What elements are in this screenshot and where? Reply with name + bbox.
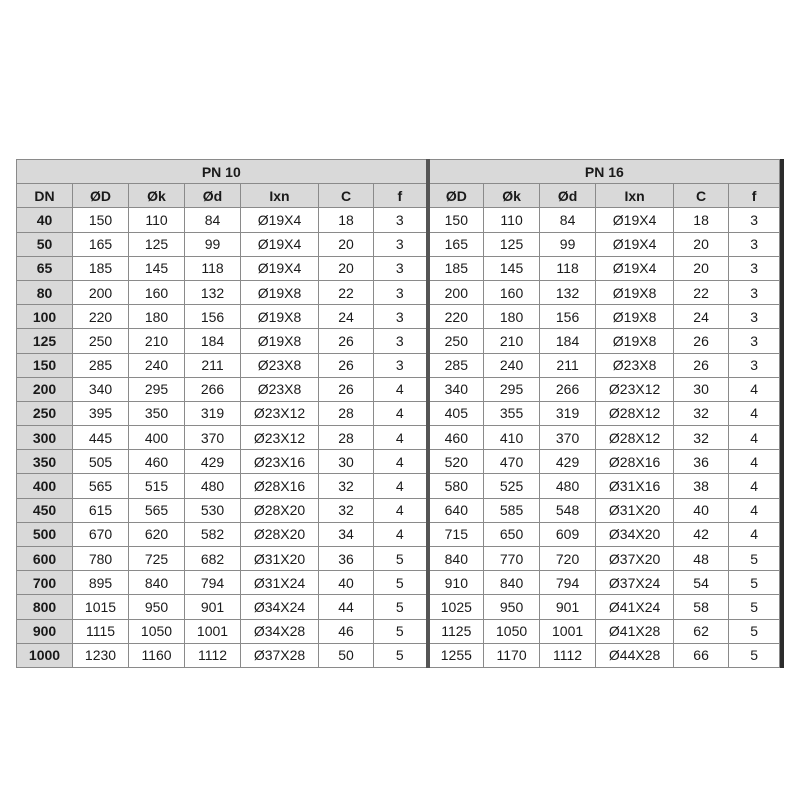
- pn16-value-cell: 99: [540, 232, 596, 256]
- column-header-pn16-bolt-circle: Øk: [484, 184, 540, 208]
- pn16-value-cell: 340: [428, 377, 484, 401]
- pn16-value-cell: 3: [729, 329, 780, 353]
- dn-cell: 200: [17, 377, 73, 401]
- pn10-value-cell: 620: [129, 522, 185, 546]
- pn16-value-cell: 220: [428, 305, 484, 329]
- pn10-value-cell: 5: [374, 643, 428, 667]
- dn-cell: 400: [17, 474, 73, 498]
- dn-cell: 1000: [17, 643, 73, 667]
- pn10-value-cell: 319: [185, 401, 241, 425]
- pn10-value-cell: 5: [374, 595, 428, 619]
- pn16-value-cell: 720: [540, 547, 596, 571]
- pn16-value-cell: 1112: [540, 643, 596, 667]
- column-header-pn10-thickness: C: [319, 184, 374, 208]
- table-body: [17, 208, 780, 668]
- pn10-value-cell: 99: [185, 232, 241, 256]
- pn10-value-cell: Ø34X28: [241, 619, 319, 643]
- column-header-pn10-raised-face: Ød: [185, 184, 241, 208]
- pn16-value-cell: Ø23X8: [596, 353, 674, 377]
- pn10-value-cell: 3: [374, 256, 428, 280]
- pn16-value-cell: 585: [484, 498, 540, 522]
- flange-dimension-table: [16, 159, 780, 668]
- dn-cell: 800: [17, 595, 73, 619]
- dn-cell: 350: [17, 450, 73, 474]
- pn16-value-cell: Ø37X24: [596, 571, 674, 595]
- pn10-value-cell: 250: [73, 329, 129, 353]
- pn16-value-cell: 3: [729, 232, 780, 256]
- table-row: [17, 474, 780, 498]
- pn10-value-cell: 46: [319, 619, 374, 643]
- pn10-value-cell: 350: [129, 401, 185, 425]
- pn10-value-cell: 26: [319, 329, 374, 353]
- table-row: [17, 571, 780, 595]
- pn16-value-cell: 132: [540, 280, 596, 304]
- pn16-value-cell: 24: [674, 305, 729, 329]
- pn10-value-cell: 1115: [73, 619, 129, 643]
- dn-cell: 40: [17, 208, 73, 232]
- pn10-value-cell: 400: [129, 426, 185, 450]
- pn10-value-cell: Ø19X4: [241, 256, 319, 280]
- pn10-value-cell: Ø23X16: [241, 450, 319, 474]
- pn10-value-cell: 1015: [73, 595, 129, 619]
- pn16-value-cell: 4: [729, 426, 780, 450]
- pn16-value-cell: 145: [484, 256, 540, 280]
- pn16-value-cell: Ø19X4: [596, 208, 674, 232]
- pn10-value-cell: Ø19X8: [241, 280, 319, 304]
- pn10-value-cell: 515: [129, 474, 185, 498]
- pn10-value-cell: 725: [129, 547, 185, 571]
- table-row: [17, 280, 780, 304]
- pn10-value-cell: 445: [73, 426, 129, 450]
- pn10-value-cell: 5: [374, 619, 428, 643]
- pn16-value-cell: 18: [674, 208, 729, 232]
- pn16-value-cell: 22: [674, 280, 729, 304]
- pn10-value-cell: 118: [185, 256, 241, 280]
- pn16-value-cell: 110: [484, 208, 540, 232]
- pn16-value-cell: 640: [428, 498, 484, 522]
- pn10-value-cell: 285: [73, 353, 129, 377]
- table-row: [17, 498, 780, 522]
- pn10-value-cell: 895: [73, 571, 129, 595]
- pn16-value-cell: Ø19X8: [596, 305, 674, 329]
- pn16-value-cell: 650: [484, 522, 540, 546]
- pn16-value-cell: 184: [540, 329, 596, 353]
- dn-cell: 600: [17, 547, 73, 571]
- pn16-value-cell: 370: [540, 426, 596, 450]
- pn10-value-cell: 1112: [185, 643, 241, 667]
- pn16-value-cell: Ø34X20: [596, 522, 674, 546]
- pn16-value-cell: 210: [484, 329, 540, 353]
- pn10-value-cell: Ø19X4: [241, 232, 319, 256]
- pn10-value-cell: 32: [319, 474, 374, 498]
- pn10-value-cell: 20: [319, 232, 374, 256]
- pn16-value-cell: 58: [674, 595, 729, 619]
- dn-cell: 125: [17, 329, 73, 353]
- pn16-value-cell: 40: [674, 498, 729, 522]
- pn10-value-cell: 480: [185, 474, 241, 498]
- pn16-value-cell: 5: [729, 595, 780, 619]
- column-header-pn16-thickness: C: [674, 184, 729, 208]
- pn16-value-cell: Ø41X28: [596, 619, 674, 643]
- dn-cell: 65: [17, 256, 73, 280]
- pn10-value-cell: 4: [374, 426, 428, 450]
- pn16-value-cell: 840: [428, 547, 484, 571]
- pn16-value-cell: 3: [729, 305, 780, 329]
- pn10-value-cell: 240: [129, 353, 185, 377]
- pn10-value-cell: 3: [374, 232, 428, 256]
- pn10-value-cell: Ø19X8: [241, 305, 319, 329]
- dn-cell: 50: [17, 232, 73, 256]
- pn16-value-cell: 26: [674, 353, 729, 377]
- pn10-value-cell: 670: [73, 522, 129, 546]
- pn10-value-cell: 3: [374, 208, 428, 232]
- pn10-value-cell: 24: [319, 305, 374, 329]
- pn16-value-cell: 3: [729, 353, 780, 377]
- pn10-value-cell: 34: [319, 522, 374, 546]
- dn-cell: 450: [17, 498, 73, 522]
- pn16-value-cell: Ø41X24: [596, 595, 674, 619]
- column-header-pn16-outer-diameter: ØD: [428, 184, 484, 208]
- pn16-value-cell: 211: [540, 353, 596, 377]
- pn10-value-cell: 505: [73, 450, 129, 474]
- pn10-value-cell: 1230: [73, 643, 129, 667]
- pn10-value-cell: 30: [319, 450, 374, 474]
- dn-cell: 900: [17, 619, 73, 643]
- pn10-value-cell: 295: [129, 377, 185, 401]
- pn16-value-cell: 1025: [428, 595, 484, 619]
- pn16-value-cell: Ø31X20: [596, 498, 674, 522]
- pn16-value-cell: Ø28X12: [596, 426, 674, 450]
- pn16-value-cell: Ø44X28: [596, 643, 674, 667]
- pn10-value-cell: 340: [73, 377, 129, 401]
- pn10-value-cell: 220: [73, 305, 129, 329]
- pn10-value-cell: Ø34X24: [241, 595, 319, 619]
- pn10-value-cell: 125: [129, 232, 185, 256]
- pn16-value-cell: 62: [674, 619, 729, 643]
- pn16-value-cell: 42: [674, 522, 729, 546]
- pn10-value-cell: 682: [185, 547, 241, 571]
- column-header-pn16-face-height: f: [729, 184, 780, 208]
- pn16-value-cell: 285: [428, 353, 484, 377]
- pn16-value-cell: 48: [674, 547, 729, 571]
- table-row: [17, 401, 780, 425]
- pn16-value-cell: Ø19X4: [596, 256, 674, 280]
- pn16-value-cell: 548: [540, 498, 596, 522]
- pn10-value-cell: 28: [319, 401, 374, 425]
- dn-cell: 150: [17, 353, 73, 377]
- pn10-value-cell: Ø31X20: [241, 547, 319, 571]
- pn10-value-cell: 565: [73, 474, 129, 498]
- pn10-value-cell: 132: [185, 280, 241, 304]
- dn-cell: 700: [17, 571, 73, 595]
- pn16-value-cell: 26: [674, 329, 729, 353]
- pn10-value-cell: Ø28X20: [241, 498, 319, 522]
- pn16-value-cell: 3: [729, 208, 780, 232]
- pn16-value-cell: 319: [540, 401, 596, 425]
- pn16-value-cell: 715: [428, 522, 484, 546]
- pn16-value-cell: 160: [484, 280, 540, 304]
- pn10-value-cell: 84: [185, 208, 241, 232]
- pn16-value-cell: 32: [674, 401, 729, 425]
- pn16-value-cell: 950: [484, 595, 540, 619]
- pn16-value-cell: 4: [729, 498, 780, 522]
- column-header-pn10-face-height: f: [374, 184, 428, 208]
- pn16-value-cell: 54: [674, 571, 729, 595]
- pn16-value-cell: 3: [729, 256, 780, 280]
- pn16-value-cell: 5: [729, 619, 780, 643]
- table-row: [17, 595, 780, 619]
- pn10-value-cell: 4: [374, 474, 428, 498]
- pn10-value-cell: 20: [319, 256, 374, 280]
- table-row: [17, 426, 780, 450]
- pn16-value-cell: 150: [428, 208, 484, 232]
- pn16-value-cell: Ø19X8: [596, 329, 674, 353]
- pn10-value-cell: 901: [185, 595, 241, 619]
- pn16-value-cell: Ø19X8: [596, 280, 674, 304]
- pn10-value-cell: 210: [129, 329, 185, 353]
- table-row: [17, 353, 780, 377]
- column-header-pn10-bolt-holes: Ixn: [241, 184, 319, 208]
- pn10-value-cell: 3: [374, 353, 428, 377]
- pn10-value-cell: 4: [374, 377, 428, 401]
- table-row: [17, 256, 780, 280]
- pn10-value-cell: 5: [374, 571, 428, 595]
- pn16-value-cell: Ø37X20: [596, 547, 674, 571]
- pn16-value-cell: 4: [729, 522, 780, 546]
- pn16-value-cell: 180: [484, 305, 540, 329]
- pn10-value-cell: 160: [129, 280, 185, 304]
- pn16-value-cell: 3: [729, 280, 780, 304]
- pn16-value-cell: Ø19X4: [596, 232, 674, 256]
- pn10-value-cell: 180: [129, 305, 185, 329]
- pn16-value-cell: 770: [484, 547, 540, 571]
- pn10-value-cell: 615: [73, 498, 129, 522]
- pn10-value-cell: 40: [319, 571, 374, 595]
- pn16-value-cell: 460: [428, 426, 484, 450]
- group-header-pn16: PN 16: [428, 160, 780, 184]
- dn-cell: 250: [17, 401, 73, 425]
- dn-cell: 300: [17, 426, 73, 450]
- pn10-value-cell: 1160: [129, 643, 185, 667]
- pn16-value-cell: 1170: [484, 643, 540, 667]
- pn16-value-cell: 295: [484, 377, 540, 401]
- pn10-value-cell: 44: [319, 595, 374, 619]
- table-row: [17, 208, 780, 232]
- table-row: [17, 329, 780, 353]
- pn16-value-cell: 4: [729, 401, 780, 425]
- pn16-value-cell: 1001: [540, 619, 596, 643]
- table-row: [17, 232, 780, 256]
- pn10-value-cell: 530: [185, 498, 241, 522]
- pn10-value-cell: 780: [73, 547, 129, 571]
- pn16-value-cell: 355: [484, 401, 540, 425]
- column-header-pn10-bolt-circle: Øk: [129, 184, 185, 208]
- pn10-value-cell: 32: [319, 498, 374, 522]
- pn16-value-cell: 1255: [428, 643, 484, 667]
- pn10-value-cell: 582: [185, 522, 241, 546]
- pn16-value-cell: 240: [484, 353, 540, 377]
- column-header-dn: DN: [17, 184, 73, 208]
- pn10-value-cell: 18: [319, 208, 374, 232]
- pn16-value-cell: 525: [484, 474, 540, 498]
- pn10-value-cell: 3: [374, 305, 428, 329]
- pn10-value-cell: 950: [129, 595, 185, 619]
- pn10-value-cell: Ø28X20: [241, 522, 319, 546]
- pn16-value-cell: 32: [674, 426, 729, 450]
- pn10-value-cell: Ø23X8: [241, 353, 319, 377]
- pn10-value-cell: 840: [129, 571, 185, 595]
- pn16-value-cell: 405: [428, 401, 484, 425]
- pn16-value-cell: 5: [729, 643, 780, 667]
- pn10-value-cell: 370: [185, 426, 241, 450]
- pn16-value-cell: 580: [428, 474, 484, 498]
- pn10-value-cell: 36: [319, 547, 374, 571]
- column-header-pn10-outer-diameter: ØD: [73, 184, 129, 208]
- pn10-value-cell: 1050: [129, 619, 185, 643]
- table-row: [17, 305, 780, 329]
- pn16-value-cell: Ø31X16: [596, 474, 674, 498]
- pn10-value-cell: Ø28X16: [241, 474, 319, 498]
- pn16-value-cell: 1125: [428, 619, 484, 643]
- pn10-value-cell: 28: [319, 426, 374, 450]
- pn10-value-cell: 156: [185, 305, 241, 329]
- pn16-value-cell: 609: [540, 522, 596, 546]
- pn16-value-cell: 30: [674, 377, 729, 401]
- pn16-value-cell: 66: [674, 643, 729, 667]
- pn16-value-cell: 910: [428, 571, 484, 595]
- pn16-value-cell: 200: [428, 280, 484, 304]
- pn10-value-cell: 145: [129, 256, 185, 280]
- pn10-value-cell: 26: [319, 377, 374, 401]
- pn16-value-cell: 38: [674, 474, 729, 498]
- dn-cell: 500: [17, 522, 73, 546]
- pn16-value-cell: 36: [674, 450, 729, 474]
- pn10-value-cell: Ø19X4: [241, 208, 319, 232]
- pn16-value-cell: 20: [674, 256, 729, 280]
- group-header-row: [17, 160, 780, 184]
- pn10-value-cell: 4: [374, 450, 428, 474]
- pn10-value-cell: Ø19X8: [241, 329, 319, 353]
- pn10-value-cell: 4: [374, 498, 428, 522]
- pn16-value-cell: Ø23X12: [596, 377, 674, 401]
- pn16-value-cell: 520: [428, 450, 484, 474]
- pn16-value-cell: 125: [484, 232, 540, 256]
- pn16-value-cell: 266: [540, 377, 596, 401]
- pn10-value-cell: Ø23X12: [241, 426, 319, 450]
- pn16-value-cell: Ø28X16: [596, 450, 674, 474]
- pn10-value-cell: 26: [319, 353, 374, 377]
- pn10-value-cell: Ø31X24: [241, 571, 319, 595]
- pn16-value-cell: 410: [484, 426, 540, 450]
- pn16-value-cell: 4: [729, 474, 780, 498]
- pn10-value-cell: 5: [374, 547, 428, 571]
- pn10-value-cell: 185: [73, 256, 129, 280]
- pn16-value-cell: 5: [729, 571, 780, 595]
- pn10-value-cell: 184: [185, 329, 241, 353]
- pn10-value-cell: 200: [73, 280, 129, 304]
- pn10-value-cell: 3: [374, 280, 428, 304]
- pn16-value-cell: 4: [729, 377, 780, 401]
- pn16-value-cell: 165: [428, 232, 484, 256]
- pn10-value-cell: Ø23X12: [241, 401, 319, 425]
- column-header-row: [17, 184, 780, 208]
- pn16-value-cell: 901: [540, 595, 596, 619]
- column-header-pn16-raised-face: Ød: [540, 184, 596, 208]
- pn16-value-cell: 429: [540, 450, 596, 474]
- group-header-pn10: PN 10: [17, 160, 428, 184]
- pn10-value-cell: 794: [185, 571, 241, 595]
- pn10-value-cell: 460: [129, 450, 185, 474]
- table-row: [17, 643, 780, 667]
- pn10-value-cell: 211: [185, 353, 241, 377]
- pn10-value-cell: 1001: [185, 619, 241, 643]
- pn16-value-cell: 1050: [484, 619, 540, 643]
- pn10-value-cell: 3: [374, 329, 428, 353]
- pn16-value-cell: 118: [540, 256, 596, 280]
- table-row: [17, 522, 780, 546]
- pn16-value-cell: 84: [540, 208, 596, 232]
- pn10-value-cell: 565: [129, 498, 185, 522]
- pn10-value-cell: 395: [73, 401, 129, 425]
- pn10-value-cell: 4: [374, 522, 428, 546]
- dn-cell: 80: [17, 280, 73, 304]
- pn16-value-cell: 185: [428, 256, 484, 280]
- table-row: [17, 450, 780, 474]
- pn16-value-cell: 20: [674, 232, 729, 256]
- pn16-value-cell: 4: [729, 450, 780, 474]
- flange-dimension-table-container: [16, 159, 784, 668]
- pn10-value-cell: 165: [73, 232, 129, 256]
- pn16-value-cell: 156: [540, 305, 596, 329]
- pn10-value-cell: Ø23X8: [241, 377, 319, 401]
- pn16-value-cell: Ø28X12: [596, 401, 674, 425]
- pn16-value-cell: 250: [428, 329, 484, 353]
- pn10-value-cell: 150: [73, 208, 129, 232]
- pn16-value-cell: 5: [729, 547, 780, 571]
- pn16-value-cell: 480: [540, 474, 596, 498]
- table-row: [17, 547, 780, 571]
- pn10-value-cell: 266: [185, 377, 241, 401]
- table-row: [17, 619, 780, 643]
- pn16-value-cell: 840: [484, 571, 540, 595]
- table-row: [17, 377, 780, 401]
- pn10-value-cell: Ø37X28: [241, 643, 319, 667]
- pn10-value-cell: 50: [319, 643, 374, 667]
- pn10-value-cell: 429: [185, 450, 241, 474]
- column-header-pn16-bolt-holes: Ixn: [596, 184, 674, 208]
- pn10-value-cell: 22: [319, 280, 374, 304]
- pn16-value-cell: 470: [484, 450, 540, 474]
- pn10-value-cell: 4: [374, 401, 428, 425]
- dn-cell: 100: [17, 305, 73, 329]
- pn16-value-cell: 794: [540, 571, 596, 595]
- pn10-value-cell: 110: [129, 208, 185, 232]
